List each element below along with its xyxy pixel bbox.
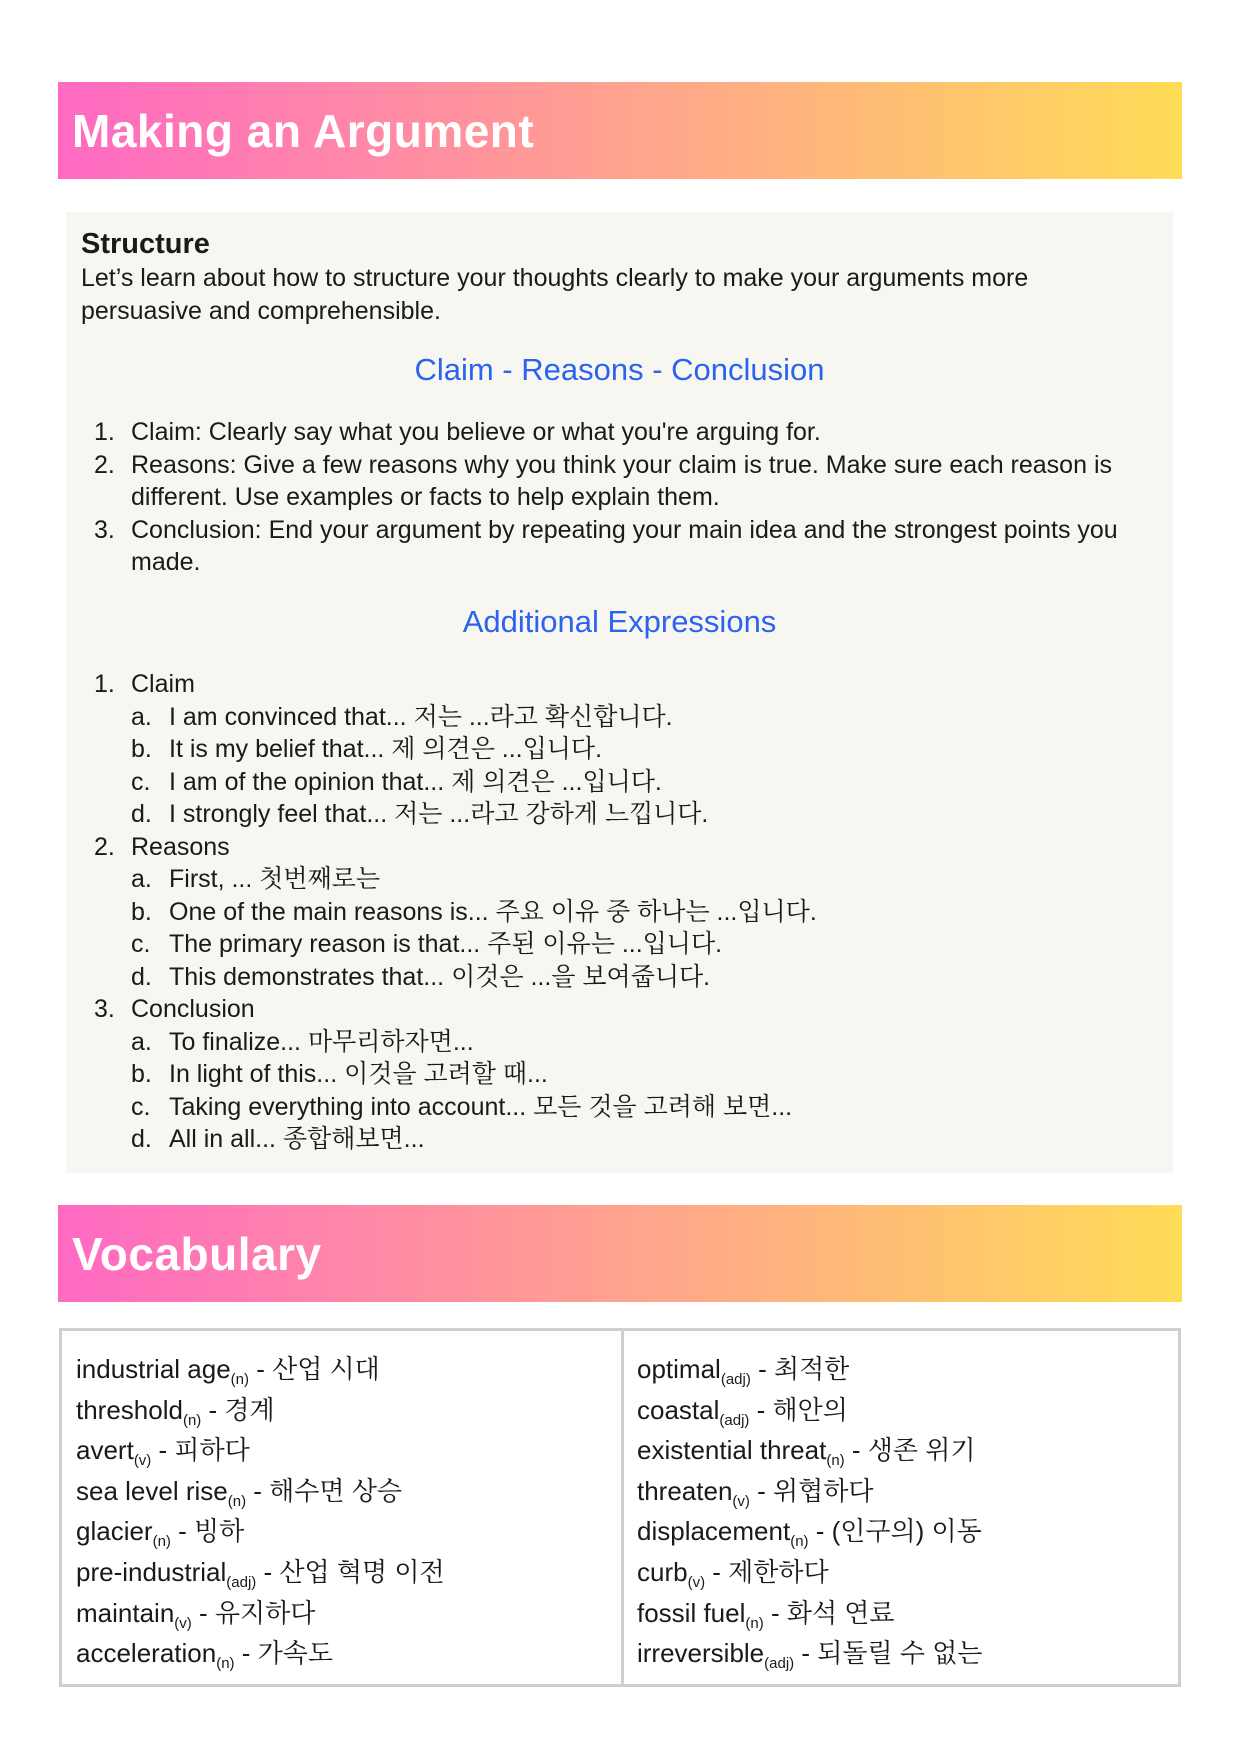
vocab-word: displacement	[637, 1516, 791, 1547]
group-label: Claim	[131, 670, 195, 698]
vocab-row	[637, 1511, 982, 1552]
steps-list	[81, 416, 1141, 579]
vocab-word: coastal	[637, 1394, 720, 1425]
vocab-meaning: - 제한하다	[705, 1556, 829, 1587]
structure-intro: Let’s learn about how to structure your thoughts clearly to make your arguments more persuasive and comprehensible.	[81, 264, 1029, 325]
item-text: I am of the opinion that... 제 의견은 ...입니다.	[169, 767, 662, 796]
item-letter: b.	[131, 735, 152, 763]
vocab-row	[76, 1349, 445, 1390]
item-text: The primary reason is that... 주된 이유는 ...입니다.	[169, 930, 723, 958]
vocab-word: optimal	[637, 1354, 721, 1384]
expression-group	[81, 993, 1141, 1156]
vocab-meaning: - 가속도	[234, 1638, 334, 1669]
vocab-word: acceleration	[76, 1638, 217, 1669]
part-of-speech: (n)	[182, 1411, 202, 1429]
vocab-row	[637, 1593, 982, 1634]
vocab-row	[76, 1430, 445, 1471]
vocab-word: pre-industrial	[76, 1556, 227, 1587]
expressions-subheading: Additional Expressions	[462, 604, 777, 639]
vocab-row	[76, 1390, 445, 1431]
item-letter: d.	[131, 1125, 152, 1153]
vocab-meaning: - 산업 혁명 이전	[256, 1556, 445, 1587]
step-item	[81, 514, 1141, 579]
vocab-word: fossil fuel	[637, 1597, 746, 1628]
vocab-row	[76, 1633, 445, 1674]
item-letter: a.	[131, 702, 152, 731]
item-letter: b.	[131, 1060, 152, 1088]
item-text: All in all... 종합해보면...	[169, 1125, 425, 1153]
item-letter: c.	[131, 930, 151, 958]
vocab-word: avert	[76, 1435, 134, 1466]
part-of-speech: (v)	[174, 1614, 192, 1632]
vocab-meaning: - 빙하	[170, 1516, 245, 1547]
vocab-meaning: - 피하다	[151, 1435, 250, 1466]
vocab-word: existential threat	[637, 1435, 827, 1466]
structure-panel	[66, 212, 1173, 1173]
vocab-word: irreversible	[637, 1638, 765, 1669]
vocab-row	[637, 1633, 982, 1674]
group-number: 2.	[94, 832, 115, 861]
part-of-speech: (v)	[133, 1452, 152, 1470]
expression-sublist	[131, 863, 1141, 993]
vocab-row	[76, 1471, 445, 1512]
part-of-speech: (v)	[732, 1492, 750, 1510]
vocab-meaning: - 되돌릴 수 없는	[794, 1638, 983, 1669]
vocabulary-title: Vocabulary	[72, 1227, 322, 1280]
step-number: 2.	[94, 450, 115, 479]
part-of-speech: (n)	[216, 1655, 235, 1673]
item-letter: a.	[131, 1027, 152, 1056]
item-text: This demonstrates that... 이것은 ...을 보여줍니다.	[169, 962, 711, 991]
vocab-meaning: - (인구의) 이동	[808, 1516, 982, 1547]
vocab-column-left	[76, 1349, 445, 1674]
vocab-row	[637, 1552, 982, 1593]
expression-item	[131, 798, 1141, 831]
step-number: 1.	[94, 418, 115, 446]
vocab-row	[76, 1552, 445, 1593]
item-text: Taking everything into account... 모든 것을 고려해 보면...	[169, 1092, 793, 1121]
group-number: 1.	[94, 670, 115, 698]
vocab-row	[637, 1390, 982, 1431]
vocab-row	[76, 1511, 445, 1552]
item-letter: c.	[131, 767, 151, 796]
part-of-speech: (adj)	[720, 1371, 751, 1388]
expression-group	[81, 831, 1141, 994]
vocab-word: maintain	[76, 1597, 175, 1628]
expression-item	[131, 928, 1141, 961]
part-of-speech: (adj)	[764, 1655, 795, 1673]
expression-item	[131, 733, 1141, 766]
item-letter: d.	[131, 800, 152, 828]
step-number: 3.	[94, 515, 115, 544]
expression-sublist	[131, 701, 1141, 831]
vocab-meaning: - 화석 연료	[763, 1597, 895, 1628]
step-item	[81, 449, 1141, 514]
vocab-meaning: - 유지하다	[191, 1597, 316, 1628]
item-text: To finalize... 마무리하자면...	[169, 1027, 474, 1056]
structure-heading: Structure	[81, 228, 210, 260]
item-text: I am convinced that... 저는 ...라고 확신합니다.	[169, 702, 673, 731]
expression-item	[131, 766, 1141, 799]
item-letter: d.	[131, 962, 152, 991]
step-item	[81, 416, 1141, 449]
structure-subheading: Claim - Reasons - Conclusion	[414, 352, 825, 387]
item-text: One of the main reasons is... 주요 이유 중 하나는 ...입니다.	[169, 897, 817, 926]
item-text: First, ... 첫번째로는	[169, 865, 381, 893]
vocab-word: industrial age	[76, 1354, 231, 1384]
vocab-row	[637, 1430, 982, 1471]
vocab-meaning: - 최적한	[750, 1354, 850, 1384]
part-of-speech: (v)	[687, 1573, 706, 1591]
vocab-row	[637, 1349, 982, 1390]
part-of-speech: (n)	[826, 1452, 845, 1470]
vocab-meaning: - 산업 시대	[249, 1354, 380, 1384]
expression-item	[131, 896, 1141, 929]
title-banner	[58, 82, 1182, 179]
column-divider	[621, 1331, 624, 1684]
part-of-speech: (n)	[745, 1614, 764, 1632]
vocab-meaning: - 경계	[201, 1394, 275, 1425]
item-text: In light of this... 이것을 고려할 때...	[169, 1060, 548, 1088]
expressions-list	[81, 668, 1141, 1156]
part-of-speech: (n)	[230, 1371, 249, 1388]
step-text: Conclusion: End your argument by repeating your main idea and the strongest points you made.	[131, 515, 1118, 576]
part-of-speech: (adj)	[719, 1411, 750, 1429]
expression-item	[131, 1091, 1141, 1124]
step-text: Reasons: Give a few reasons why you think your claim is true. Make sure each reason is different. Use examples or facts to help explain them.	[131, 450, 1112, 511]
vocab-word: threshold	[76, 1394, 183, 1425]
expression-item	[131, 961, 1141, 994]
item-letter: c.	[131, 1092, 151, 1121]
part-of-speech: (n)	[227, 1492, 247, 1510]
item-text: It is my belief that... 제 의견은 ...입니다.	[169, 735, 603, 763]
expression-item	[131, 1058, 1141, 1091]
step-text: Claim: Clearly say what you believe or what you're arguing for.	[131, 418, 821, 446]
vocabulary-banner	[58, 1205, 1182, 1302]
expression-sublist	[131, 1026, 1141, 1156]
vocab-row	[76, 1593, 445, 1634]
vocab-column-right	[637, 1349, 982, 1674]
vocab-word: threaten	[637, 1475, 733, 1506]
vocab-meaning: - 생존 위기	[844, 1435, 976, 1466]
vocab-row	[637, 1471, 982, 1512]
vocab-meaning: - 해안의	[749, 1394, 848, 1425]
vocab-word: curb	[637, 1556, 688, 1587]
vocab-meaning: - 위협하다	[749, 1475, 874, 1506]
group-label: Conclusion	[131, 995, 255, 1023]
vocab-word: sea level rise	[76, 1475, 228, 1506]
part-of-speech: (adj)	[226, 1573, 257, 1591]
group-number: 3.	[94, 995, 115, 1023]
vocab-meaning: - 해수면 상승	[246, 1475, 402, 1506]
item-letter: a.	[131, 865, 152, 893]
vocabulary-table	[59, 1328, 1181, 1687]
expression-item	[131, 1123, 1141, 1156]
part-of-speech: (n)	[790, 1533, 809, 1551]
expression-item	[131, 863, 1141, 896]
item-letter: b.	[131, 897, 152, 926]
part-of-speech: (n)	[152, 1533, 171, 1551]
expression-item	[131, 701, 1141, 734]
vocab-word: glacier	[76, 1516, 153, 1547]
group-label: Reasons	[131, 832, 230, 861]
expression-group	[81, 668, 1141, 831]
item-text: I strongly feel that... 저는 ...라고 강하게 느낍니다.	[169, 800, 709, 828]
expression-item	[131, 1026, 1141, 1059]
page-title: Making an Argument	[72, 104, 535, 157]
